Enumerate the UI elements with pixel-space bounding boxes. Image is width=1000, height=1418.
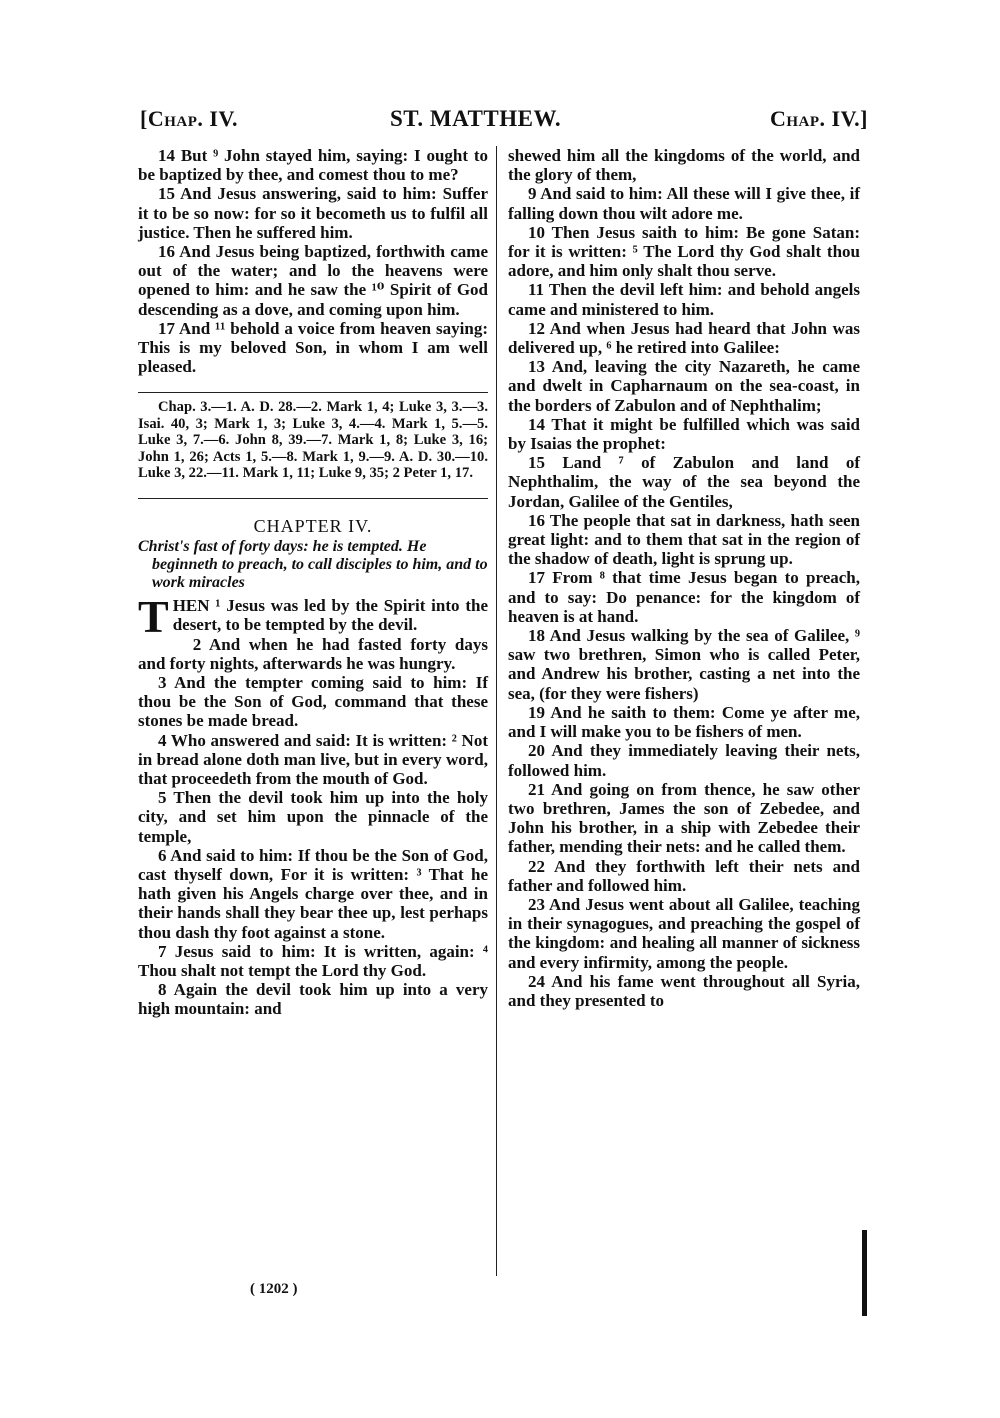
verse: 13 And, leaving the city Nazareth, he came and dwelt in Capharnaum on the sea-coast, in the borders of Zabulon and of Nephthalim; (508, 357, 860, 415)
verse: 24 And his fame went throughout all Syria, and they presented to (508, 971, 860, 1010)
header-left: [Chap. IV. (140, 106, 238, 131)
verse: 4 Who answered and said: It is written: ² Not in bread alone doth man live, but in every word, that proceedeth from the mouth of God. (138, 730, 488, 788)
verse: 12 And when Jesus had heard that John was delivered up, ⁶ he retired into Galilee: (508, 318, 860, 358)
verse: 9 And said to him: All these will I give thee, if falling down thou wilt adore me. (508, 184, 860, 223)
verse: 3 And the tempter coming said to him: If thou be the Son of God, command that these stones be made bread. (138, 672, 488, 731)
verse: 5 Then the devil took him up into the holy city, and set him upon the pinnacle of the temple, (138, 788, 488, 846)
verse: 14 But ⁹ John stayed him, saying: I ought to be baptized by thee, and comest thou to me? (138, 146, 488, 185)
verse: 23 And Jesus went about all Galilee, teaching in their synagogues, and preaching the gospel of the kingdom: and healing all manner of sickness and every infirmity, among the people. (508, 894, 860, 972)
verse: 17 And ¹¹ behold a voice from heaven saying: This is my beloved Son, in whom I am well pleased. (138, 318, 488, 377)
right-verses (508, 146, 860, 1010)
verse: 20 And they immediately leaving their nets, followed him. (508, 741, 860, 780)
verse: 8 Again the devil took him up into a very high mountain: and (138, 980, 488, 1019)
verse-1-text: HEN ¹ Jesus was led by the Spirit into the desert, to be tempted by the devil. (172, 596, 488, 635)
left-column (138, 146, 488, 1019)
verse: 2 And when he had fasted forty days and forty nights, afterwards he was hungry. (138, 634, 488, 673)
verse: 7 Jesus said to him: It is written, again: ⁴ Thou shalt not tempt the Lord thy God. (138, 941, 488, 980)
drop-cap: T (138, 591, 169, 643)
verse: 16 And Jesus being baptized, forthwith came out of the water; and lo the heavens were opened to him: and he saw the ¹⁰ Spirit of God descending as a dove, and coming upon him. (138, 242, 488, 319)
chapter-summary: Christ's fast of forty days: he is tempted. He beginneth to preach, to call disciples to him, and to work miracles (138, 538, 488, 592)
page-number: ( 1202 ) (250, 1281, 298, 1297)
chapter-title: CHAPTER IV. (253, 515, 373, 536)
verse: 6 And said to him: If thou be the Son of God, cast thyself down, For it is written: ³ That he hath given his Angels charge over thee, and in their hands shall they bear thee up, lest perhaps thou dash thy foot against a stone. (138, 845, 488, 942)
verse: shewed him all the kingdoms of the world, and the glory of them, (508, 146, 860, 185)
column-divider (496, 146, 497, 1276)
verse: 19 And he saith to them: Come ye after me, and I will make you to be fishers of men. (508, 702, 860, 742)
header-book-title: ST. MATTHEW. (390, 106, 562, 131)
verse: 15 Land ⁷ of Zabulon and land of Nephthalim, the way of the sea beyond the Jordan, Galilee of the Gentiles, (508, 453, 860, 511)
notes-rule-top (138, 392, 488, 393)
running-header (140, 100, 868, 136)
notes-rule-bottom (138, 498, 488, 499)
verse-1 (138, 591, 488, 643)
verse: 16 The people that sat in darkness, hath seen great light: and to them that sat in the region of the shadow of death, light is sprung up. (508, 510, 860, 569)
verse: 21 And going on from thence, he saw other two brethren, James the son of Zebedee, and John his brother, in a ship with Zebedee their father, mending their nets: and he called them. (508, 779, 860, 857)
left-verses-top (138, 146, 488, 376)
verse: 14 That it might be fulfilled which was said by Isaias the prophet: (508, 414, 860, 454)
verse: 11 Then the devil left him: and behold angels came and ministered to him. (508, 280, 860, 319)
right-column (508, 146, 860, 1010)
verse: 18 And Jesus walking by the sea of Galilee, ⁹ saw two brethren, Simon who is called Peter, and Andrew his brother, casting a net into the sea, (for they were fishers) (508, 626, 860, 703)
verse: 10 Then Jesus saith to him: Be gone Satan: for it is written: ⁵ The Lord thy God shalt thou adore, and him only shalt thou serve. (508, 222, 860, 281)
verse: 22 And they forthwith left their nets and father and followed him. (508, 856, 860, 895)
header-right: Chap. IV.] (770, 106, 868, 131)
verse: 17 From ⁸ that time Jesus began to preach, and to say: Do penance: for the kingdom of heaven is at hand. (508, 568, 860, 626)
left-verses-bottom (138, 635, 488, 1019)
edge-mark (862, 1230, 867, 1316)
footnotes: Chap. 3.—1. A. D. 28.—2. Mark 1, 4; Luke 3, 3.—3. Isai. 40, 3; Mark 1, 3; Luke 3, 4.—4. Mark 1, 5.—5. Luke 3, 7.—6. John 8, 39.—7. Mark 1, 8; Luke 3, 16; John 1, 26; Acts 1, 5.—8. Mark 1, 9.—9. A. D. 30.—10. Luke 3, 22.—11. Mark 1, 11; Luke 9, 35; 2 Peter 1, 17. (138, 399, 488, 482)
verse: 15 And Jesus answering, said to him: Suffer it to be so now: for so it becometh us to fulfil all justice. Then he suffered him. (138, 184, 488, 242)
